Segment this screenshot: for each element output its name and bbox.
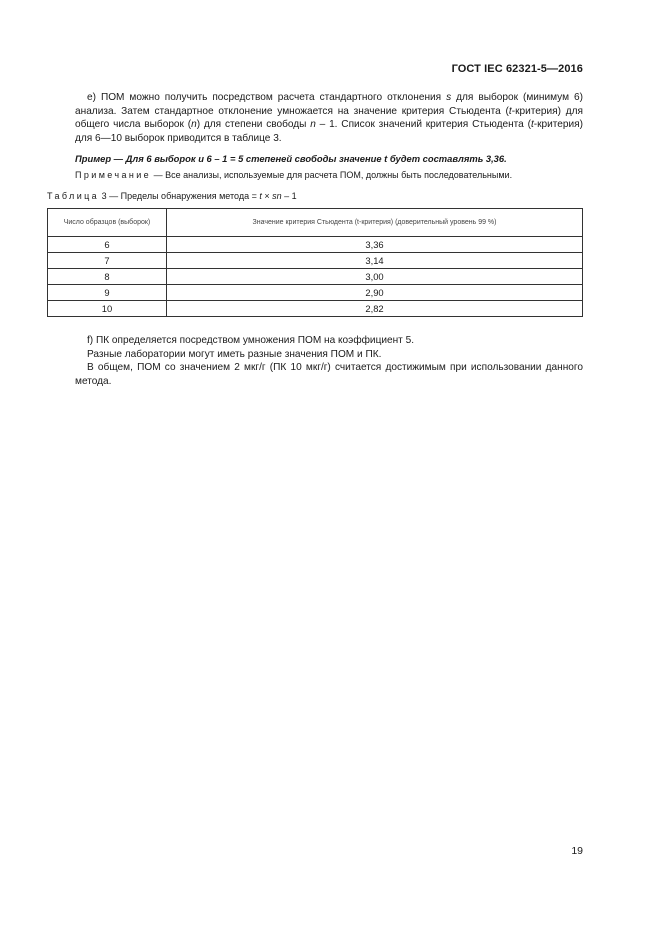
item-f-line: В общем, ПОМ со значением 2 мкг/г (ПК 10 мкг/г) считается достижимым при использовании данного метода. [75,362,583,387]
col-header-t-value: Значение критерия Стьюдента (t-критерия) (доверительный уровень 99 %) [167,209,583,237]
item-f-line: Разные лаборатории могут иметь разные значения ПОМ и ПК. [87,348,382,360]
cell-t-value: 3,00 [167,269,583,285]
var-n: n [191,119,197,131]
var-t: t [508,105,512,117]
col-header-samples: Число образцов (выборок) [48,209,167,237]
cell-samples: 9 [48,285,167,301]
var-n: n [310,119,316,131]
formula-t: t [259,191,262,201]
table-caption [47,191,297,201]
text-segment: -критерия) для общего числа выборок ( [75,105,583,131]
formula-op: × [261,191,273,201]
example-text: Пример — Для 6 выборок и 6 – 1 = 5 степеней свободы значение t будет составлять 3,36. [75,153,507,164]
cell-samples: 7 [48,253,167,269]
text-segment: е) ПОМ можно получить посредством расчета стандартного отклонения [87,92,447,103]
table-caption-label: Таблица [47,191,100,201]
paragraph-item-e [75,91,583,145]
table-3 [47,208,583,317]
cell-samples: 6 [48,237,167,253]
table-row [48,269,583,285]
cell-t-value: 2,82 [167,301,583,317]
cell-t-value: 3,14 [167,253,583,269]
note-label: Примечание [75,170,152,180]
cell-t-value: 2,90 [167,285,583,301]
text-segment: – 1. Список значений критерия Стьюдента ( [315,119,531,131]
table-row [48,237,583,253]
table-caption-text: 3 — Пределы обнаружения метода = [99,191,260,201]
paragraph-item-f [75,334,583,388]
item-f-line: f) ПК определяется посредством умножения ПОМ на коэффициент 5. [87,335,415,346]
cell-samples: 10 [48,301,167,317]
text-segment: -критерия) для 6—10 выборок приводится в таблице 3. [75,119,583,144]
table-row [48,285,583,301]
note-text: — Все анализы, используемые для расчета ПОМ, должны быть последовательными. [151,170,513,180]
var-s: s [446,92,452,103]
page-number: 19 [571,845,583,857]
var-t: t [530,119,534,131]
note [75,170,583,180]
text-segment: для выборок (минимум 6) анализа. Затем стандартное отклонение умножается на значение критерия Стьюдента ( [75,92,584,117]
table-row [48,253,583,269]
cell-samples: 8 [48,269,167,285]
text-segment: ) для степени свободы [196,119,311,131]
cell-t-value: 3,36 [167,237,583,253]
document-header: ГОСТ IEC 62321-5—2016 [451,63,583,75]
formula-sn: sn [272,191,282,201]
table-row [48,301,583,317]
formula-end: – 1 [281,191,297,201]
